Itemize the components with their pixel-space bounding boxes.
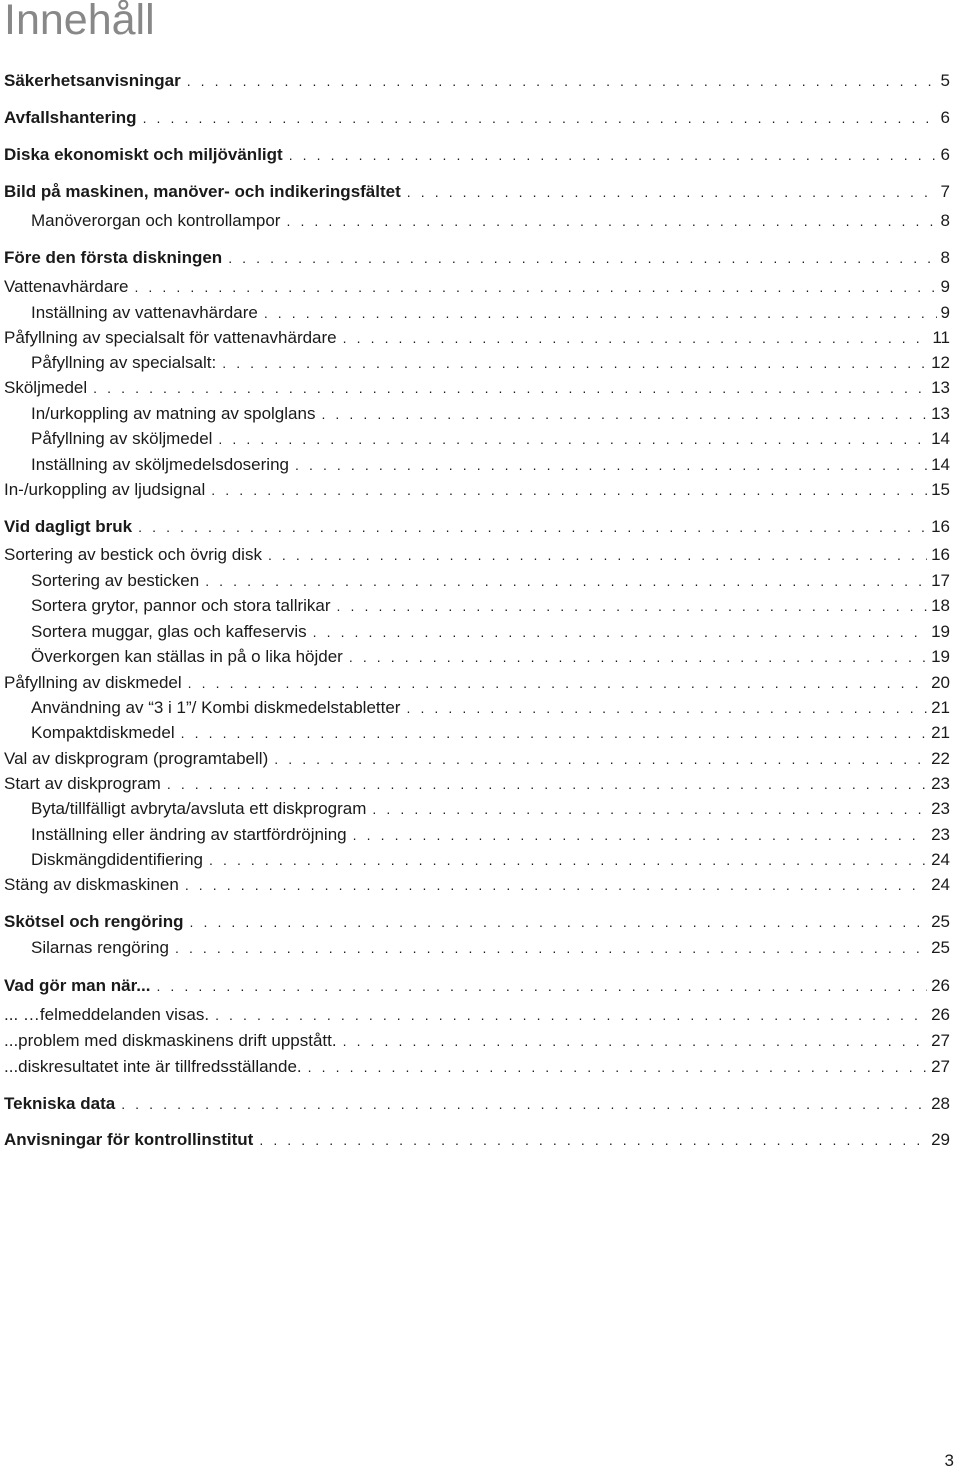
toc-entry-page: 26: [931, 976, 950, 995]
toc-entry: [31, 454, 950, 476]
toc-entry: [4, 181, 950, 203]
toc-dot-leader: [215, 1004, 927, 1026]
toc-entry-page: 16: [931, 545, 950, 564]
toc-dot-leader: [181, 722, 927, 744]
toc-entry-page: 21: [931, 698, 950, 717]
toc-entry-page: 27: [931, 1057, 950, 1076]
toc-entry-title: Diskmängdidentifiering: [31, 850, 203, 869]
toc-dot-leader: [209, 849, 927, 871]
toc-entry-page: 23: [931, 825, 950, 844]
toc-entry-title: ...problem med diskmaskinens drift uppstått.: [4, 1031, 337, 1050]
toc-dot-leader: [211, 479, 927, 501]
toc-entry-page: 11: [932, 328, 950, 347]
toc-entry: [31, 403, 950, 425]
toc-dot-leader: [189, 911, 927, 933]
toc-dot-leader: [121, 1093, 927, 1115]
page-number: 3: [944, 1451, 954, 1470]
toc-entry-page: 12: [931, 353, 950, 372]
toc-entry-page: 25: [931, 938, 950, 957]
toc-entry-page: 8: [940, 248, 950, 267]
toc-entry-title: Silarnas rengöring: [31, 938, 169, 957]
toc-entry-title: Inställning av vattenavhärdare: [31, 303, 258, 322]
toc-entry-title: ...diskresultatet inte är tillfredsställande.: [4, 1057, 302, 1076]
toc-dot-leader: [259, 1129, 927, 1151]
toc-entry: [31, 302, 950, 324]
toc-entry-title: Tekniska data: [4, 1094, 116, 1113]
toc-entry-title: Avfallshantering: [4, 108, 137, 127]
toc-entry: [4, 247, 950, 269]
toc-entry-page: 6: [940, 145, 950, 164]
toc-entry-page: 19: [931, 622, 950, 641]
toc-entry-title: Vid dagligt bruk: [4, 517, 133, 536]
toc-dot-leader: [349, 646, 927, 668]
toc-entry: [4, 144, 950, 166]
toc-dot-leader: [295, 454, 927, 476]
toc-entry: [31, 646, 950, 668]
toc-dot-leader: [93, 377, 927, 399]
toc-dot-leader: [286, 210, 936, 232]
toc-entry-title: Sköljmedel: [4, 378, 88, 397]
toc-entry-title: Inställning av sköljmedelsdosering: [31, 455, 289, 474]
toc-entry-page: 26: [931, 1005, 950, 1024]
toc-entry-title: Stäng av diskmaskinen: [4, 875, 179, 894]
toc-entry-page: 21: [931, 723, 950, 742]
toc-dot-leader: [156, 975, 927, 997]
toc-entry: [4, 544, 950, 566]
toc-entry: [31, 697, 950, 719]
toc-dot-leader: [343, 327, 929, 349]
toc-entry: [31, 722, 950, 744]
toc-entry: [31, 570, 950, 592]
toc-entry-title: In-/urkoppling av ljudsignal: [4, 480, 206, 499]
toc-entry-page: 13: [931, 378, 950, 397]
toc-entry: [4, 70, 950, 92]
toc-entry-page: 14: [931, 429, 950, 448]
toc-entry: [31, 621, 950, 643]
toc-entry-page: 24: [931, 850, 950, 869]
toc-entry-title: ... …felmeddelanden visas.: [4, 1005, 210, 1024]
toc-dot-leader: [289, 144, 937, 166]
toc-dot-leader: [343, 1030, 927, 1052]
toc-dot-leader: [167, 773, 927, 795]
toc-entry-title: Vattenavhärdare: [4, 277, 129, 296]
toc-entry-title: In/urkoppling av matning av spolglans: [31, 404, 316, 423]
toc-entry: [31, 824, 950, 846]
toc-entry: [4, 672, 950, 694]
toc-entry-title: Inställning eller ändring av startfördröjning: [31, 825, 347, 844]
toc-entry-title: Överkorgen kan ställas in på o lika höjder: [31, 647, 343, 666]
toc-entry-title: Påfyllning av specialsalt:: [31, 353, 217, 372]
toc-entry: [4, 1093, 950, 1115]
toc-entry-title: Säkerhetsanvisningar: [4, 71, 181, 90]
toc-entry-title: Byta/tillfälligt avbryta/avsluta ett diskprogram: [31, 799, 367, 818]
toc-dot-leader: [321, 403, 927, 425]
toc-entry-page: 14: [931, 455, 950, 474]
toc-entry-page: 6: [940, 108, 950, 127]
toc-entry-title: Sortering av bestick och övrig disk: [4, 545, 262, 564]
toc-entry-page: 5: [940, 71, 950, 90]
toc-dot-leader: [406, 697, 927, 719]
toc-entry-title: Bild på maskinen, manöver- och indikeringsfältet: [4, 182, 401, 201]
toc-entry: [31, 595, 950, 617]
toc-entry: [31, 210, 950, 232]
toc-entry: [4, 748, 950, 770]
toc-dot-leader: [188, 672, 927, 694]
toc-entry-title: Sortering av besticken: [31, 571, 200, 590]
toc-dot-leader: [187, 70, 937, 92]
toc-entry: [4, 276, 950, 298]
toc-dot-leader: [134, 276, 936, 298]
toc-entry-title: Sortera grytor, pannor och stora tallrikar: [31, 596, 331, 615]
toc-entry-page: 22: [931, 749, 950, 768]
toc-dot-leader: [143, 107, 937, 129]
toc-entry-title: Diska ekonomiskt och miljövänligt: [4, 145, 283, 164]
toc-entry-title: Vad gör man när...: [4, 976, 151, 995]
toc-entry-page: 8: [940, 211, 950, 230]
toc-entry: [31, 798, 950, 820]
toc-entry: [4, 1004, 950, 1026]
toc-entry-title: Anvisningar för kontrollinstitut: [4, 1130, 254, 1149]
toc-entry-title: Val av diskprogram (programtabell): [4, 749, 269, 768]
toc-entry-page: 9: [940, 303, 950, 322]
toc-entry-page: 7: [940, 182, 950, 201]
toc-entry-page: 23: [931, 774, 950, 793]
toc-dot-leader: [264, 302, 937, 324]
toc-entry-page: 17: [931, 571, 950, 590]
toc-entry: [4, 874, 950, 896]
toc-entry-title: Manöverorgan och kontrollampor: [31, 211, 281, 230]
toc-entry-title: Sortera muggar, glas och kaffeservis: [31, 622, 307, 641]
toc-dot-leader: [268, 544, 927, 566]
toc-entry: [31, 937, 950, 959]
toc-entry-title: Före den första diskningen: [4, 248, 223, 267]
toc-dot-leader: [222, 352, 927, 374]
toc-entry-page: 28: [931, 1094, 950, 1113]
toc-entry-title: Skötsel och rengöring: [4, 912, 184, 931]
toc-entry-page: 13: [931, 404, 950, 423]
toc-entry-page: 15: [931, 480, 950, 499]
toc-entry-title: Påfyllning av specialsalt för vattenavhärdare: [4, 328, 337, 347]
toc-entry-page: 25: [931, 912, 950, 931]
toc-entry: [4, 911, 950, 933]
toc-entry: [4, 773, 950, 795]
toc-entry-page: 23: [931, 799, 950, 818]
toc-entry: [4, 1030, 950, 1052]
toc-entry: [4, 516, 950, 538]
toc-entry-title: Påfyllning av sköljmedel: [31, 429, 213, 448]
toc-entry: [31, 352, 950, 374]
toc-entry: [4, 327, 950, 349]
toc-entry-title: Start av diskprogram: [4, 774, 161, 793]
toc-dot-leader: [274, 748, 927, 770]
toc-dot-leader: [372, 798, 927, 820]
toc-entry: [4, 1056, 950, 1078]
toc-dot-leader: [175, 937, 927, 959]
toc-entry: [31, 849, 950, 871]
toc-entry: [4, 479, 950, 501]
toc-entry-page: 16: [931, 517, 950, 536]
toc-entry-page: 19: [931, 647, 950, 666]
toc-entry-page: 9: [940, 277, 950, 296]
toc-dot-leader: [138, 516, 927, 538]
toc-dot-leader: [185, 874, 927, 896]
toc-entry-page: 27: [931, 1031, 950, 1050]
toc-entry: [31, 428, 950, 450]
toc-entry: [4, 377, 950, 399]
toc-entry-title: Påfyllning av diskmedel: [4, 673, 182, 692]
toc-entry: [4, 975, 950, 997]
toc-entry-title: Användning av “3 i 1”/ Kombi diskmedelstabletter: [31, 698, 401, 717]
page-title: Innehåll: [4, 0, 155, 44]
toc-entry: [4, 1129, 950, 1151]
toc-entry-page: 29: [931, 1130, 950, 1149]
toc-entry: [4, 107, 950, 129]
toc-dot-leader: [313, 621, 927, 643]
toc-dot-leader: [353, 824, 927, 846]
toc-entry-page: 20: [931, 673, 950, 692]
toc-dot-leader: [407, 181, 937, 203]
toc-entry-page: 24: [931, 875, 950, 894]
toc-dot-leader: [218, 428, 927, 450]
toc-dot-leader: [308, 1056, 927, 1078]
toc-dot-leader: [205, 570, 927, 592]
toc-entry-page: 18: [931, 596, 950, 615]
toc-dot-leader: [228, 247, 936, 269]
toc-entry-title: Kompaktdiskmedel: [31, 723, 175, 742]
toc-dot-leader: [337, 595, 928, 617]
